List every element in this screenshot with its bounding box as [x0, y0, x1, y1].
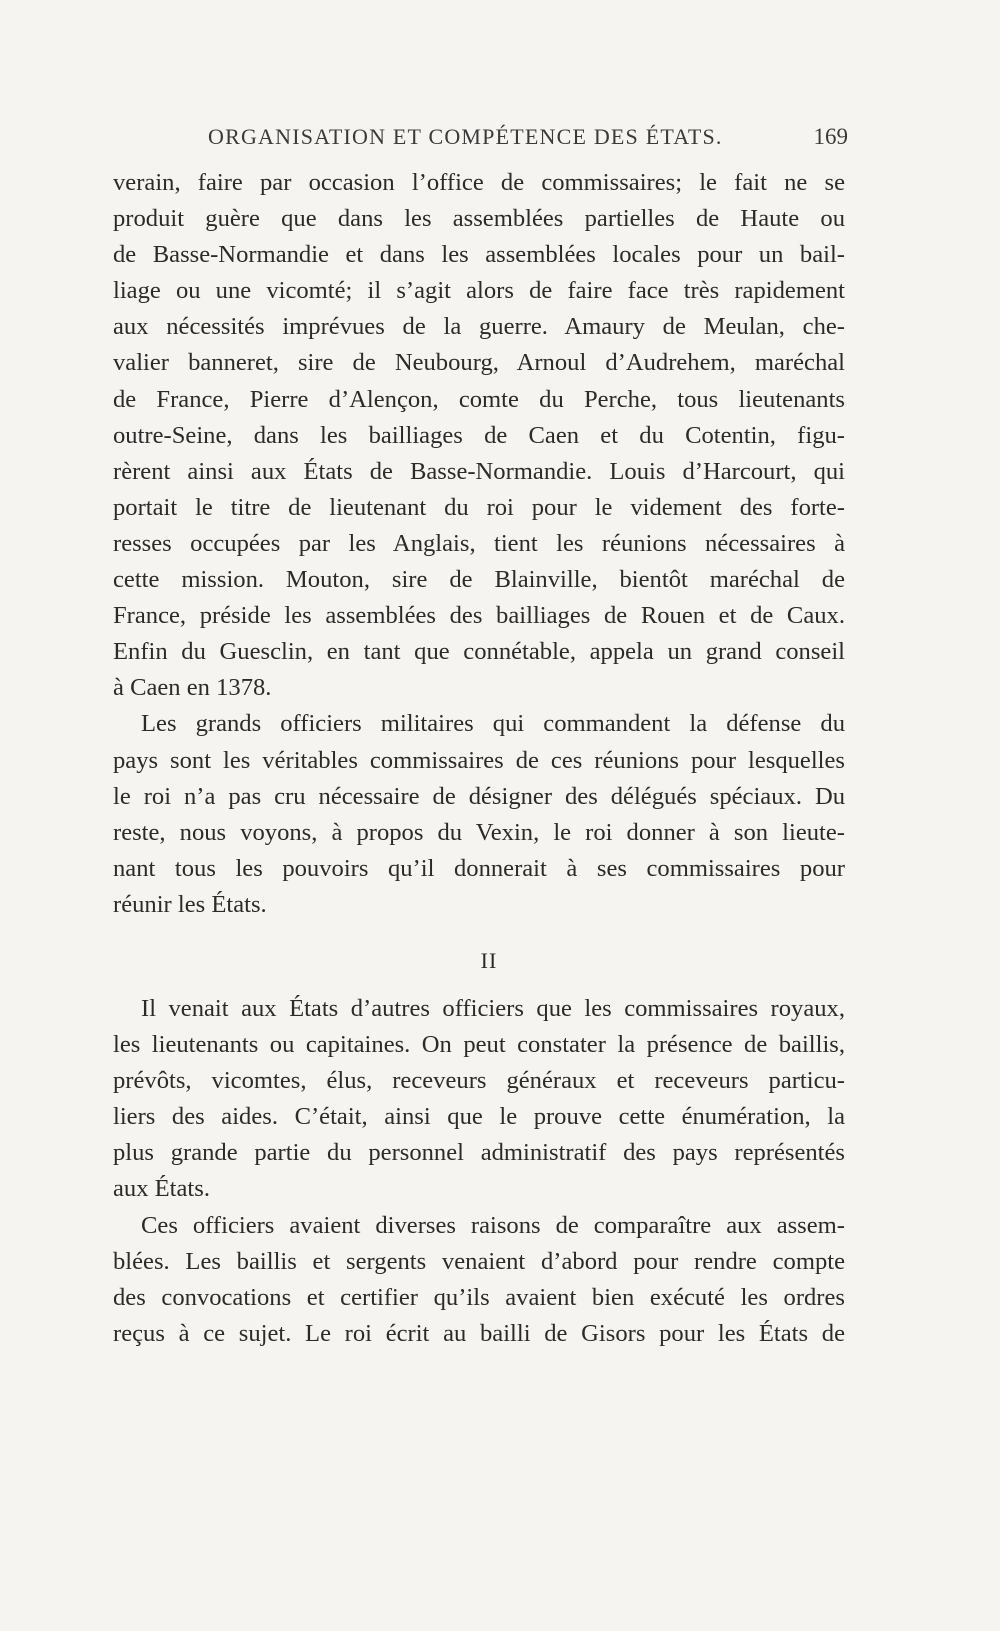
text-line: reçus à ce sujet. Le roi écrit au bailli de Gisors pour les États de — [113, 1319, 845, 1347]
text-line: Ces officiers avaient diverses raisons de comparaître aux assem- — [141, 1211, 845, 1239]
text-line: reste, nous voyons, à propos du Vexin, le roi donner à son lieute- — [113, 818, 845, 846]
paragraph-3 — [113, 991, 845, 1208]
text-line: rèrent ainsi aux États de Basse-Normandie. Louis d’Harcourt, qui — [113, 457, 845, 485]
text-line: plus grande partie du personnel administratif des pays représentés — [113, 1139, 845, 1167]
text-line: liers des aides. C’était, ainsi que le prouve cette énumération, la — [113, 1103, 845, 1131]
page-number: 169 — [813, 124, 848, 149]
text-line: cette mission. Mouton, sire de Blainville, bientôt maréchal de — [113, 566, 845, 594]
text-line: verain, faire par occasion l’office de commissaires; le fait ne se — [113, 169, 845, 196]
body-text — [113, 165, 845, 1352]
text-line: aux nécessités imprévues de la guerre. Amaury de Meulan, che- — [113, 313, 845, 341]
text-line: aux États. — [113, 1175, 210, 1203]
text-line: Enfin du Guesclin, en tant que connétable, appela un grand conseil — [113, 638, 845, 666]
text-line: de France, Pierre d’Alençon, comte du Perche, tous lieutenants — [113, 385, 845, 413]
text-line: France, préside les assemblées des bailliages de Rouen et de Caux. — [113, 602, 845, 630]
text-line: produit guère que dans les assemblées partielles de Haute ou — [113, 205, 845, 233]
paragraph-2 — [113, 706, 845, 923]
paragraph-4 — [113, 1208, 845, 1352]
text-line: prévôts, vicomtes, élus, receveurs généraux et receveurs particu- — [113, 1067, 845, 1095]
text-line: valier banneret, sire de Neubourg, Arnoul d’Audrehem, maréchal — [113, 349, 845, 377]
text-line: réunir les États. — [113, 890, 267, 918]
text-line: des convocations et certifier qu’ils avaient bien exécuté les ordres — [113, 1283, 845, 1311]
text-line: Les grands officiers militaires qui commandent la défense du — [141, 710, 845, 738]
text-line: resses occupées par les Anglais, tient les réunions nécessaires à — [113, 529, 845, 557]
text-line: nant tous les pouvoirs qu’il donnerait à ses commissaires pour — [113, 854, 845, 882]
text-line: pays sont les véritables commissaires de ces réunions pour lesquelles — [113, 746, 845, 774]
running-head — [208, 124, 848, 158]
text-line: les lieutenants ou capitaines. On peut constater la présence de baillis, — [113, 1031, 845, 1059]
text-line: liage ou une vicomté; il s’agit alors de faire face très rapidement — [113, 277, 845, 305]
text-line: Il venait aux États d’autres officiers que les commissaires royaux, — [141, 994, 845, 1022]
running-head-title: ORGANISATION ET COMPÉTENCE DES ÉTATS. — [208, 124, 723, 149]
text-line: portait le titre de lieutenant du roi pour le videment des forte- — [113, 493, 845, 521]
paragraph-1 — [113, 165, 845, 706]
text-line: à Caen en 1378. — [113, 674, 272, 702]
section-number: II — [480, 947, 498, 973]
text-line: outre-Seine, dans les bailliages de Caen et du Cotentin, figu- — [113, 421, 845, 449]
text-line: blées. Les baillis et sergents venaient d’abord pour rendre compte — [113, 1247, 845, 1275]
text-line: le roi n’a pas cru nécessaire de désigner des délégués spéciaux. Du — [113, 782, 845, 810]
text-line: de Basse-Normandie et dans les assemblées locales pour un bail- — [113, 241, 845, 269]
